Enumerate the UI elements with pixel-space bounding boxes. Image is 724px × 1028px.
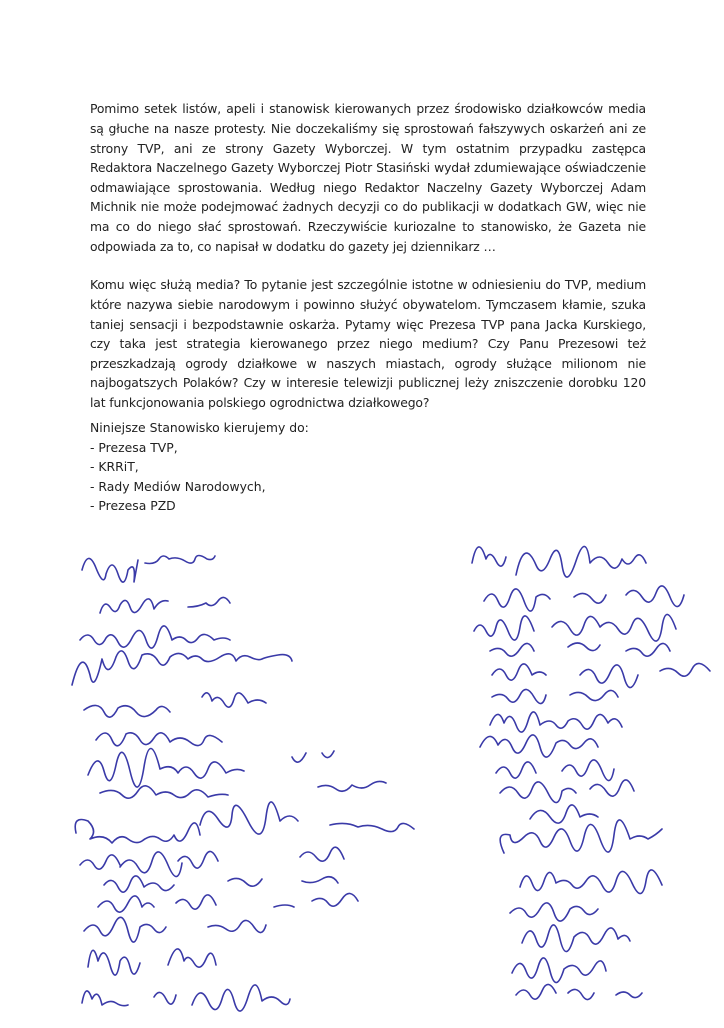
addressee-list <box>90 418 309 516</box>
paragraph-media-protests: Pomimo setek listów, apeli i stanowisk kierowanych przez środowisko działkowców media są głuche na nasze protesty. Nie doczekaliśmy się sprostowań fałszywych oskarżeń ani ze strony TVP, ani ze strony Gazety Wyborczej. W tym ostatnim przypadku zastępca Redaktora Naczelnego Gazety Wyborczej Piotr Stasiński wydał zdumiewające oświadczenie odmawiające sprostowania. Według niego Redaktor Naczelny Gazety Wyborczej Adam Michnik nie może podejmować żadnych decyzji co do publikacji w dodatkach GW, więc nie ma co do niego słać sprostowań. Rzeczywiście kuriozalne to stanowisko, że Gazeta nie odpowiada za to, co napisał w dodatku do gazety jej dziennikarz … <box>90 101 646 254</box>
addressee-item: - Prezesa PZD <box>90 498 176 514</box>
addressee-item: - Rady Mediów Narodowych, <box>90 478 266 494</box>
handwritten-signatures <box>60 535 724 1024</box>
addressee-item: - KRRiT, <box>90 459 139 475</box>
signatures-scribble-image <box>60 535 724 1024</box>
addressee-intro: Niniejsze Stanowisko kierujemy do: <box>90 420 309 435</box>
addressee-item: - Prezesa TVP, <box>90 439 178 455</box>
paragraph-tvp-question: Komu więc służą media? To pytanie jest szczególnie istotne w odniesieniu do TVP, medium które nazywa siebie narodowym i powinno służyć obywatelom. Tymczasem kłamie, szuka taniej sensacji i bezpodstawnie oskarża. Pytamy więc Prezesa TVP pana Jacka Kurskiego, czy taka jest strategia kierowanego przez niego medium? Czy Panu Prezesowi też przeszkadzają ogrody działkowe w naszych miastach, ogrody służące milionom nie najbogatszych Polaków? Czy w interesie telewizji publicznej leży zniszczenie dorobku 120 lat funkcjonowania polskiego ogrodnictwa działkowego? <box>90 277 646 410</box>
